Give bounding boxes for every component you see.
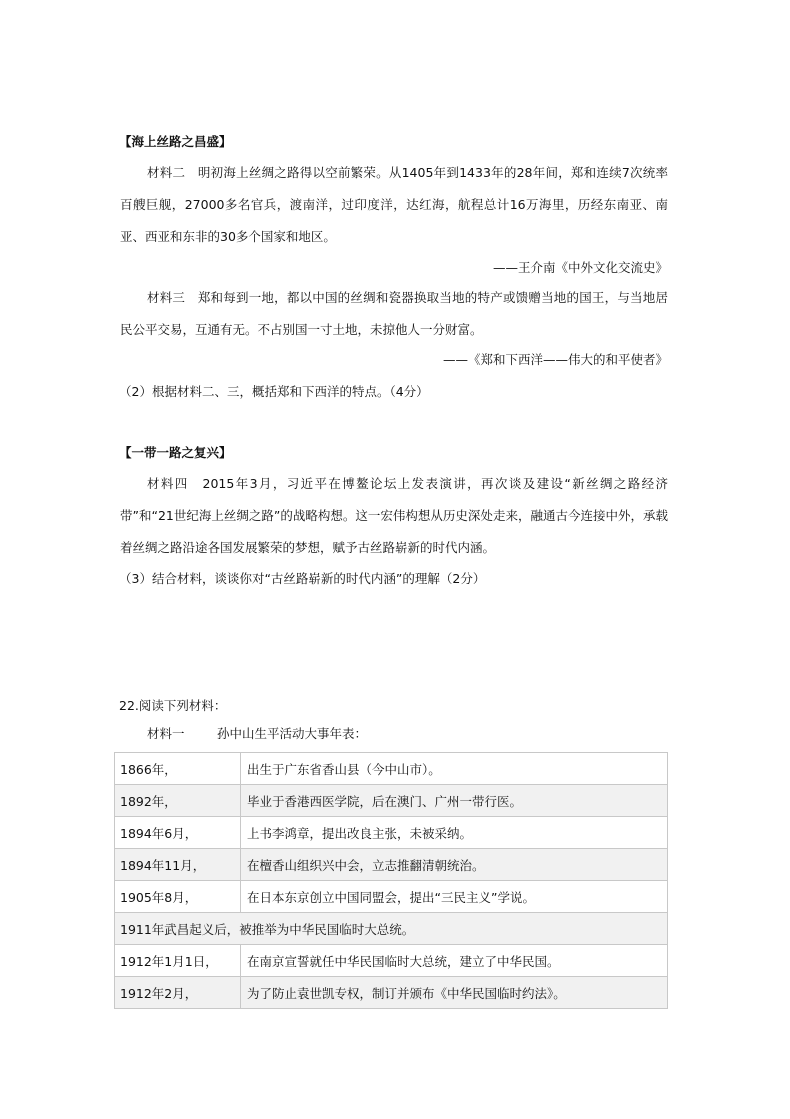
event-description: 在日本东京创立中国同盟会，提出“三民主义”学说。 <box>241 881 668 913</box>
event-date: 1894年6月， <box>115 817 241 849</box>
question-22-intro: 22.阅读下列材料： <box>119 698 227 713</box>
material-2-source: ——王介南《中外文化交流史》 <box>492 260 668 275</box>
material-1-title: 孙中山生平活动大事年表： <box>217 726 368 741</box>
event-date: 1894年11月， <box>115 849 241 881</box>
event-date: 1912年2月， <box>115 977 241 1009</box>
table-row <box>115 945 668 977</box>
event-date: 1905年8月， <box>115 881 241 913</box>
event-description: 毕业于香港西医学院，后在澳门、广州一带行医。 <box>241 785 668 817</box>
event-date: 1866年， <box>115 753 241 785</box>
table-row <box>115 881 668 913</box>
table-row <box>115 977 668 1009</box>
event-date: 1892年， <box>115 785 241 817</box>
event-description: 在南京宣誓就任中华民国临时大总统，建立了中华民国。 <box>241 945 668 977</box>
event-full-row: 1911年武昌起义后，被推举为中华民国临时大总统。 <box>115 913 668 945</box>
event-description: 出生于广东省香山县（今中山市）。 <box>241 753 668 785</box>
table-row <box>115 817 668 849</box>
event-description: 上书李鸿章，提出改良主张，未被采纳。 <box>241 817 668 849</box>
table-row <box>115 849 668 881</box>
material-3-paragraph: 材料三 郑和每到一地，都以中国的丝绸和瓷器换取当地的特产或馈赠当地的国王，与当地居民公平交易，互通有无。不占别国一寸土地，未掠他人一分财富。 <box>120 290 668 337</box>
question-2: （2）根据材料二、三，概括郑和下西洋的特点。（4分） <box>119 384 429 399</box>
material-2-paragraph: 材料二 明初海上丝绸之路得以空前繁荣。从1405年到1433年的28年间，郑和连续7次统率百艘巨舰，27000多名官兵，渡南洋，过印度洋，达红海，航程总计16万海里，历经东南亚、南亚、西亚和东非的30多个国家和地区。 <box>120 165 668 244</box>
sun-yatsen-timeline-table <box>114 752 668 1009</box>
question-3: （3）结合材料，谈谈你对“古丝路崭新的时代内涵”的理解（2分） <box>119 571 486 586</box>
event-description: 为了防止袁世凯专权，制订并颁布《中华民国临时约法》。 <box>241 977 668 1009</box>
event-date: 1912年1月1日， <box>115 945 241 977</box>
section-heading-belt-road: 【一带一路之复兴】 <box>119 445 232 460</box>
material-1-label: 材料一 <box>147 726 185 741</box>
material-4-paragraph: 材料四 2015年3月，习近平在博鳌论坛上发表演讲，再次谈及建设“新丝绸之路经济带”和“21世纪海上丝绸之路”的战略构想。这一宏伟构想从历史深处走来，融通古今连接中外，承载着丝绸之路沿途各国发展繁荣的梦想，赋予古丝路崭新的时代内涵。 <box>120 476 668 555</box>
table-row <box>115 913 668 945</box>
table-row <box>115 753 668 785</box>
event-description: 在檀香山组织兴中会，立志推翻清朝统治。 <box>241 849 668 881</box>
section-heading-maritime: 【海上丝路之昌盛】 <box>119 134 232 149</box>
material-3-source: ——《郑和下西洋——伟大的和平使者》 <box>442 352 668 367</box>
table-row <box>115 785 668 817</box>
